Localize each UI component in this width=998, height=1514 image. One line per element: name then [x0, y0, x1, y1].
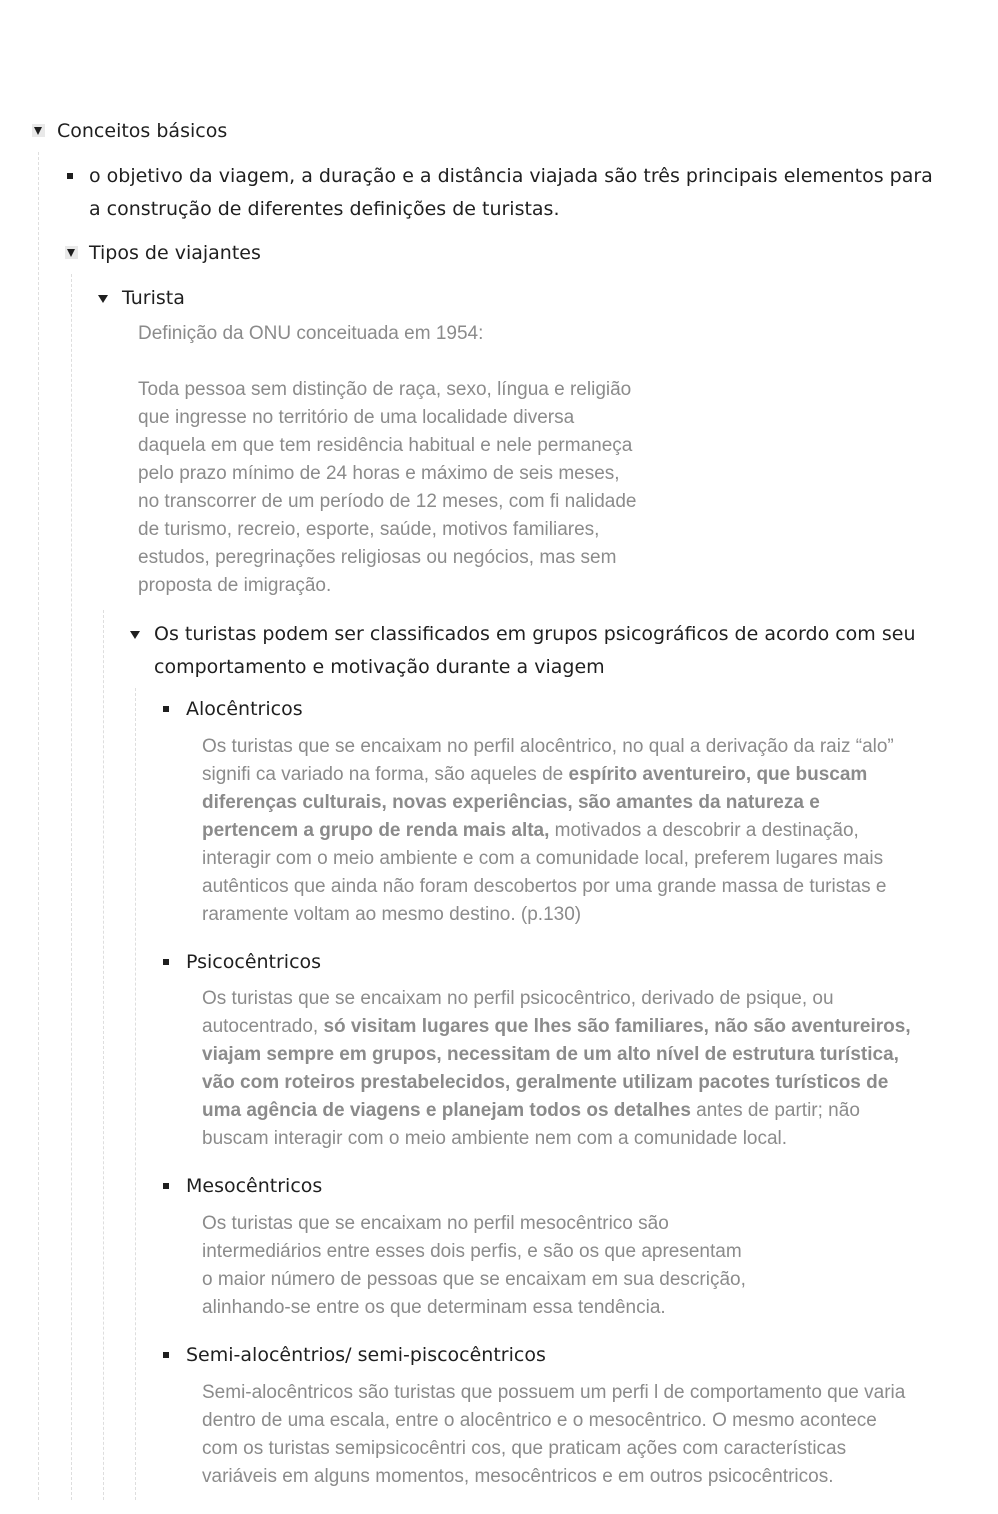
note-line: buscam interagir com o meio ambiente nem com a comunidade local. — [202, 1128, 788, 1149]
note-line: Definição da ONU conceituada em 1954: — [138, 323, 484, 344]
outline-item-conceitos-basicos[interactable]: Conceitos básicos — [57, 120, 228, 142]
note-line: raramente voltam ao mesmo destino. (p.130) — [202, 904, 582, 925]
outline-item-mesocentricos[interactable]: Mesocêntricos — [186, 1175, 323, 1197]
note-line — [202, 817, 894, 845]
note-line — [202, 789, 894, 817]
note-psicocentricos — [202, 985, 911, 1153]
note-line: o maior número de pessoas que se encaixam em sua descrição, — [202, 1269, 746, 1290]
indent-guide-level-2 — [71, 274, 72, 1500]
note-line: autênticos que ainda não foram descobertos por uma grande massa de turistas e — [202, 876, 887, 897]
outline-item-classificados-line-1[interactable]: Os turistas podem ser classificados em grupos psicográficos de acordo com seu — [154, 623, 916, 645]
outline-item-classificados-line-2[interactable]: comportamento e motivação durante a viagem — [154, 656, 605, 678]
note-alocentricos — [202, 733, 894, 929]
note-line: Os turistas que se encaixam no perfil mesocêntrico são — [202, 1213, 669, 1234]
note-text: signifi ca variado na forma, são aqueles de — [202, 764, 569, 785]
note-line — [202, 1041, 911, 1069]
note-line — [202, 1069, 911, 1097]
note-line: de turismo, recreio, esporte, saúde, motivos familiares, — [138, 519, 600, 540]
note-line — [138, 348, 637, 376]
note-bold-text: vão com roteiros prestabelecidos, geralmente utilizam pacotes turísticos de — [202, 1072, 889, 1093]
note-line: variáveis em alguns momentos, mesocêntricos e em outros psicocêntricos. — [202, 1466, 834, 1487]
note-turista-definition — [138, 320, 637, 600]
note-bold-text: pertencem a grupo de renda mais alta, — [202, 820, 550, 841]
note-line: daquela em que tem residência habitual e nele permaneça — [138, 435, 633, 456]
note-line: com os turistas semipsicocêntri cos, que praticam ações com características — [202, 1438, 847, 1459]
note-bold-text: viajam sempre em grupos, necessitam de um alto nível de estrutura turística, — [202, 1044, 899, 1065]
note-line: alinhando-se entre os que determinam essa tendência. — [202, 1297, 666, 1318]
bullet-icon — [163, 706, 169, 712]
note-line: Os turistas que se encaixam no perfil psicocêntrico, derivado de psique, ou — [202, 988, 834, 1009]
note-line: Semi-alocêntricos são turistas que possuem um perfi l de comportamento que varia — [202, 1382, 906, 1403]
note-line — [202, 761, 894, 789]
note-line: dentro de uma escala, entre o alocêntrico e o mesocêntrico. O mesmo acontece — [202, 1410, 877, 1431]
note-bold-text: só visitam lugares que lhes são familiares, não são aventureiros, — [323, 1016, 911, 1037]
note-line: intermediários entre esses dois perfis, e são os que apresentam — [202, 1241, 742, 1262]
outline-item-semi-alocentricos[interactable]: Semi-alocêntrios/ semi-piscocêntricos — [186, 1344, 546, 1366]
bullet-icon — [163, 1183, 169, 1189]
note-text: antes de partir; não — [690, 1100, 860, 1121]
indent-guide-level-3 — [103, 610, 104, 1500]
note-bold-text: uma agência de viagens e planejam todos os detalhes — [202, 1100, 691, 1121]
outline-item-alocentricos[interactable]: Alocêntricos — [186, 698, 303, 720]
note-line — [202, 1013, 911, 1041]
note-line: Toda pessoa sem distinção de raça, sexo, língua e religião — [138, 379, 632, 400]
note-mesocentricos — [202, 1210, 746, 1322]
note-line: estudos, peregrinações religiosas ou negócios, mas sem — [138, 547, 617, 568]
note-bold-text: espírito aventureiro, que buscam — [568, 764, 868, 785]
outline-item-tipos-de-viajantes[interactable]: Tipos de viajantes — [89, 242, 261, 264]
note-text: autocentrado, — [202, 1016, 324, 1037]
note-line: que ingresse no território de uma localidade diversa — [138, 407, 575, 428]
note-line: pelo prazo mínimo de 24 horas e máximo de seis meses, — [138, 463, 620, 484]
collapse-toggle-icon[interactable] — [65, 246, 78, 259]
collapse-toggle-icon[interactable] — [130, 631, 140, 639]
note-line: proposta de imigração. — [138, 575, 332, 596]
note-semi-alocentricos — [202, 1379, 905, 1491]
indent-guide-level-4 — [135, 688, 136, 1500]
collapse-toggle-icon[interactable] — [98, 295, 108, 303]
note-line: interagir com o meio ambiente e com a comunidade local, preferem lugares mais — [202, 848, 884, 869]
note-text: motivados a descobrir a destinação, — [549, 820, 859, 841]
indent-guide-level-1 — [38, 152, 39, 1500]
bullet-icon — [67, 173, 73, 179]
outline-item-psicocentricos[interactable]: Psicocêntricos — [186, 951, 322, 973]
outline-item-objetivo-line-2[interactable]: a construção de diferentes definições de turistas. — [89, 198, 560, 220]
bullet-icon — [163, 1352, 169, 1358]
outline-item-objetivo-line-1[interactable]: o objetivo da viagem, a duração e a distância viajada são três principais elementos para — [89, 165, 933, 187]
note-bold-text: diferenças culturais, novas experiências, são amantes da natureza e — [202, 792, 820, 813]
note-line: Os turistas que se encaixam no perfil alocêntrico, no qual a derivação da raiz “alo” — [202, 736, 894, 757]
collapse-toggle-icon[interactable] — [32, 124, 45, 137]
note-line: no transcorrer de um período de 12 meses, com fi nalidade — [138, 491, 637, 512]
bullet-icon — [163, 959, 169, 965]
note-line — [202, 1097, 911, 1125]
outline-item-turista[interactable]: Turista — [122, 287, 185, 309]
